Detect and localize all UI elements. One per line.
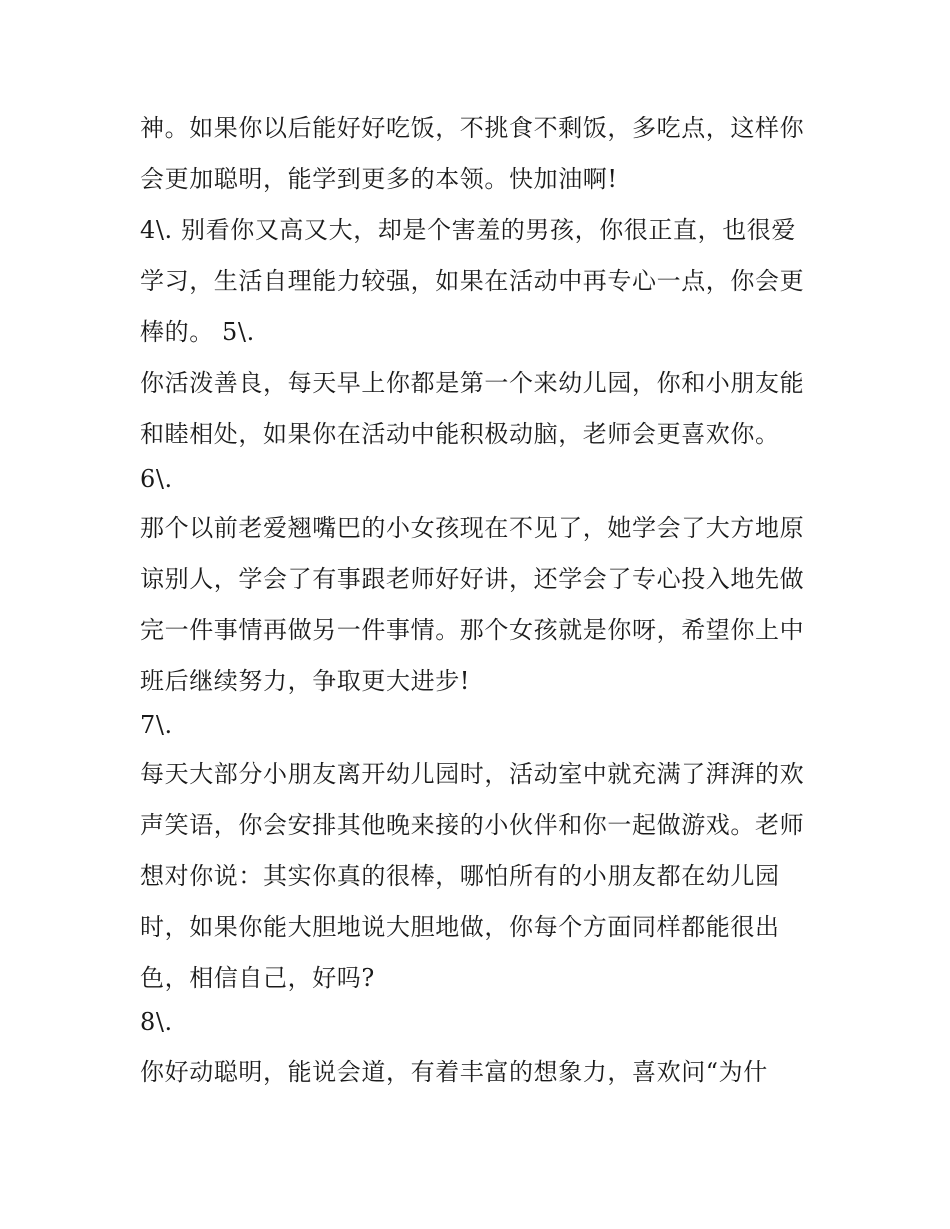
text-line: 7\.	[140, 711, 173, 739]
text-line: 棒的。 5\.	[140, 318, 255, 346]
text-line: 你好动聪明，能说会道，有着丰富的想象力，喜欢问“为什	[140, 1058, 768, 1086]
text-line: 和睦相处，如果你在活动中能积极动脑，老师会更喜欢你。	[140, 420, 780, 448]
text-line: 6\.	[140, 465, 173, 493]
text-line: 8\.	[140, 1008, 173, 1036]
text-line: 那个以前老爱翘嘴巴的小女孩现在不见了，她学会了大方地原	[140, 514, 805, 542]
text-line: 每天大部分小朋友离开幼儿园时，活动室中就充满了湃湃的欢	[140, 760, 805, 788]
text-line: 班后继续努力，争取更大进步!	[140, 667, 471, 695]
text-line: 声笑语，你会安排其他晚来接的小伙伴和你一起做游戏。老师	[140, 811, 805, 839]
text-line: 会更加聪明，能学到更多的本领。快加油啊!	[140, 165, 618, 193]
text-line: 时，如果你能大胆地说大胆地做，你每个方面同样都能很出	[140, 913, 780, 941]
text-line: 你活泼善良，每天早上你都是第一个来幼儿园，你和小朋友能	[140, 369, 805, 397]
text-line: 想对你说：其实你真的很棒，哪怕所有的小朋友都在幼儿园	[140, 862, 780, 890]
text-line: 完一件事情再做另一件事情。那个女孩就是你呀，希望你上中	[140, 616, 805, 644]
text-line: 神。如果你以后能好好吃饭，不挑食不剩饭，多吃点，这样你	[140, 114, 805, 142]
text-line: 4\. 别看你又高又大，却是个害羞的男孩，你很正直，也很爱	[140, 216, 797, 244]
text-line: 色，相信自己，好吗?	[140, 964, 375, 992]
text-line: 谅别人，学会了有事跟老师好好讲，还学会了专心投入地先做	[140, 565, 805, 593]
text-line: 学习，生活自理能力较强，如果在活动中再专心一点，你会更	[140, 267, 805, 295]
